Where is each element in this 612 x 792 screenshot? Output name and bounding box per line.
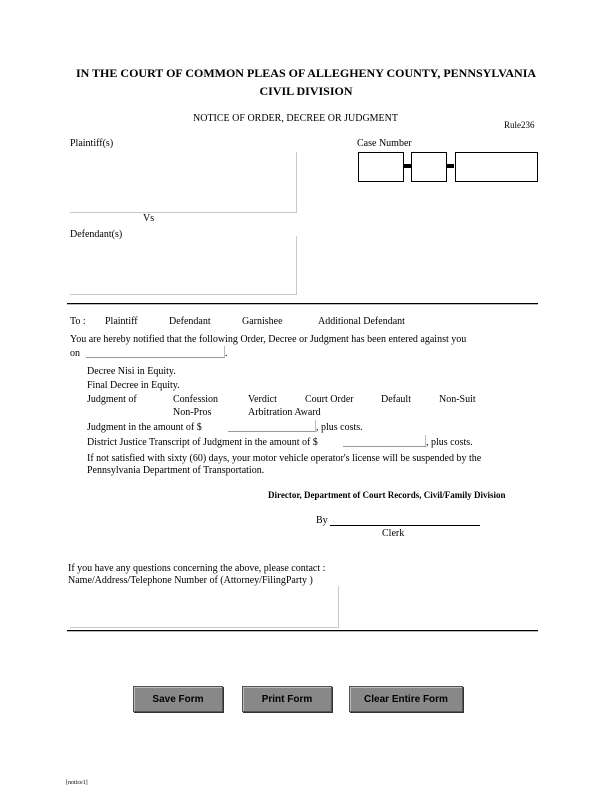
judgment-type-arbitration-award[interactable]: Arbitration Award xyxy=(248,407,321,418)
entry-date-field[interactable] xyxy=(86,346,225,358)
transcript-amount-field[interactable] xyxy=(343,435,426,447)
rule-number: Rule236 xyxy=(504,120,535,130)
to-option-additional-defendant[interactable]: Additional Defendant xyxy=(318,316,405,327)
judgment-of-label: Judgment of xyxy=(87,394,137,405)
defendant-field[interactable] xyxy=(70,236,297,295)
license-warning-line1: If not satisfied with sixty (60) days, your motor vehicle operator's license will be suspended by the xyxy=(87,453,482,464)
clear-form-button[interactable]: Clear Entire Form xyxy=(349,686,463,712)
judgment-amount-suffix: , plus costs. xyxy=(316,422,363,433)
judgment-amount-field[interactable] xyxy=(228,420,316,432)
section-divider xyxy=(67,303,538,305)
case-number-part3[interactable] xyxy=(455,152,538,182)
judgment-type-confession[interactable]: Confession xyxy=(173,394,218,405)
defendant-label: Defendant(s) xyxy=(70,229,123,240)
license-warning-line2: Pennsylvania Department of Transportation. xyxy=(87,465,265,476)
judgment-type-non-pros[interactable]: Non-Pros xyxy=(173,407,212,418)
to-option-garnishee[interactable]: Garnishee xyxy=(242,316,283,327)
save-form-button[interactable]: Save Form xyxy=(133,686,223,712)
versus-label: Vs xyxy=(143,213,155,224)
transcript-amount-suffix: , plus costs. xyxy=(426,437,473,448)
judgment-type-non-suit[interactable]: Non-Suit xyxy=(439,394,476,405)
case-number-part2[interactable] xyxy=(411,152,447,182)
to-option-defendant[interactable]: Defendant xyxy=(169,316,211,327)
notice-sentence: You are hereby notified that the following Order, Decree or Judgment has been entered against you xyxy=(70,334,467,345)
plaintiff-label: Plaintiff(s) xyxy=(70,138,114,149)
contact-name-label: Name/Address/Telephone Number of (Attorney/FilingParty ) xyxy=(68,575,313,586)
judgment-amount-label: Judgment in the amount of $ xyxy=(87,422,202,433)
notice-title: NOTICE OF ORDER, DECREE OR JUDGMENT xyxy=(193,113,398,124)
to-option-plaintiff[interactable]: Plaintiff xyxy=(105,316,138,327)
clerk-signature-field[interactable] xyxy=(330,514,480,526)
by-label: By xyxy=(316,515,328,526)
clerk-label: Clerk xyxy=(382,528,405,539)
case-number-separator xyxy=(446,164,454,168)
print-form-button[interactable]: Print Form xyxy=(242,686,332,712)
transcript-amount-label: District Justice Transcript of Judgment in the amount of $ xyxy=(87,437,318,448)
plaintiff-field[interactable] xyxy=(70,152,297,213)
on-period: . xyxy=(225,348,228,359)
contact-divider xyxy=(67,630,538,632)
to-label: To : xyxy=(70,316,86,327)
form-code: [notice1] xyxy=(66,780,88,786)
contact-question: If you have any questions concerning the above, please contact : xyxy=(68,563,326,574)
judgment-type-court-order[interactable]: Court Order xyxy=(305,394,354,405)
case-number-label: Case Number xyxy=(357,138,412,149)
decree-nisi-option[interactable]: Decree Nisi in Equity. xyxy=(87,366,176,377)
court-heading: IN THE COURT OF COMMON PLEAS OF ALLEGHENY COUNTY, PENNSYLVANIA xyxy=(75,66,537,80)
division-heading: CIVIL DIVISION xyxy=(259,84,353,98)
case-number-part1[interactable] xyxy=(358,152,404,182)
judgment-type-verdict[interactable]: Verdict xyxy=(248,394,277,405)
director-title: Director, Department of Court Records, Civil/Family Division xyxy=(268,490,506,500)
on-label: on xyxy=(70,348,80,359)
judgment-type-default[interactable]: Default xyxy=(381,394,411,405)
contact-info-field[interactable] xyxy=(70,586,339,628)
case-number-separator xyxy=(403,164,411,168)
final-decree-option[interactable]: Final Decree in Equity. xyxy=(87,380,180,391)
